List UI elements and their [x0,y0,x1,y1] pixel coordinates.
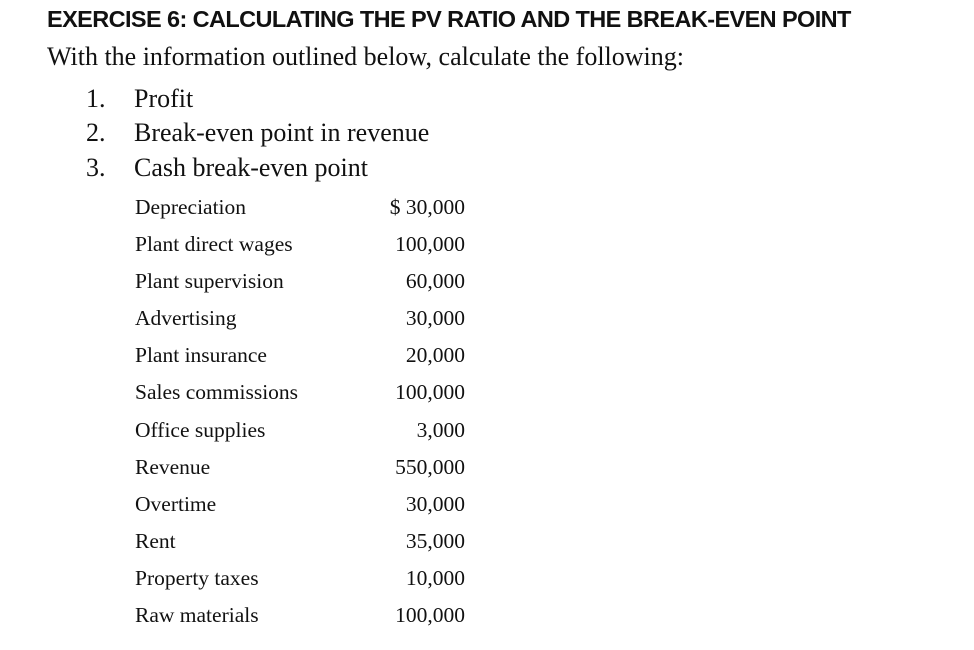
row-value: 100,000 [395,380,465,404]
table-row [135,418,465,448]
intro-text: With the information outlined below, calculate the following: [47,42,684,71]
row-value: 100,000 [395,232,465,256]
table-row [135,195,465,225]
table-row [135,306,465,336]
exercise-title: EXERCISE 6: CALCULATING THE PV RATIO AND THE BREAK-EVEN POINT [47,6,851,32]
row-value: $ 30,000 [389,195,465,219]
table-row [135,603,465,633]
task-item-cash-break-even [86,153,368,183]
table-row [135,380,465,410]
row-label: Office supplies [135,418,266,442]
task-number: 2. [86,118,106,147]
row-value: 35,000 [405,529,465,553]
task-number: 1. [86,84,106,113]
row-label: Overtime [135,492,217,516]
task-text: Profit [134,84,194,113]
task-text: Cash break-even point [134,153,368,182]
row-label: Plant insurance [135,343,267,367]
row-value: 60,000 [405,269,465,293]
table-row [135,343,465,373]
row-label: Plant direct wages [135,232,293,256]
row-label: Plant supervision [135,269,284,293]
table-row [135,492,465,522]
row-value: 3,000 [416,418,465,442]
row-label: Property taxes [135,566,259,590]
row-label: Rent [135,529,176,553]
table-row [135,529,465,559]
task-item-break-even-revenue [86,118,429,148]
task-item-profit [86,84,193,114]
row-label: Sales commissions [135,380,299,404]
table-row [135,455,465,485]
task-number: 3. [86,153,106,182]
row-value: 100,000 [395,603,465,627]
row-label: Depreciation [135,195,247,219]
row-label: Advertising [135,306,237,330]
row-value: 30,000 [405,306,465,330]
row-value: 10,000 [405,566,465,590]
table-row [135,566,465,596]
table-row [135,232,465,262]
row-value: 550,000 [395,455,465,479]
row-label: Raw materials [135,603,259,627]
task-text: Break-even point in revenue [134,118,430,147]
row-label: Revenue [135,455,211,479]
row-value: 20,000 [405,343,465,367]
table-row [135,269,465,299]
row-value: 30,000 [405,492,465,516]
